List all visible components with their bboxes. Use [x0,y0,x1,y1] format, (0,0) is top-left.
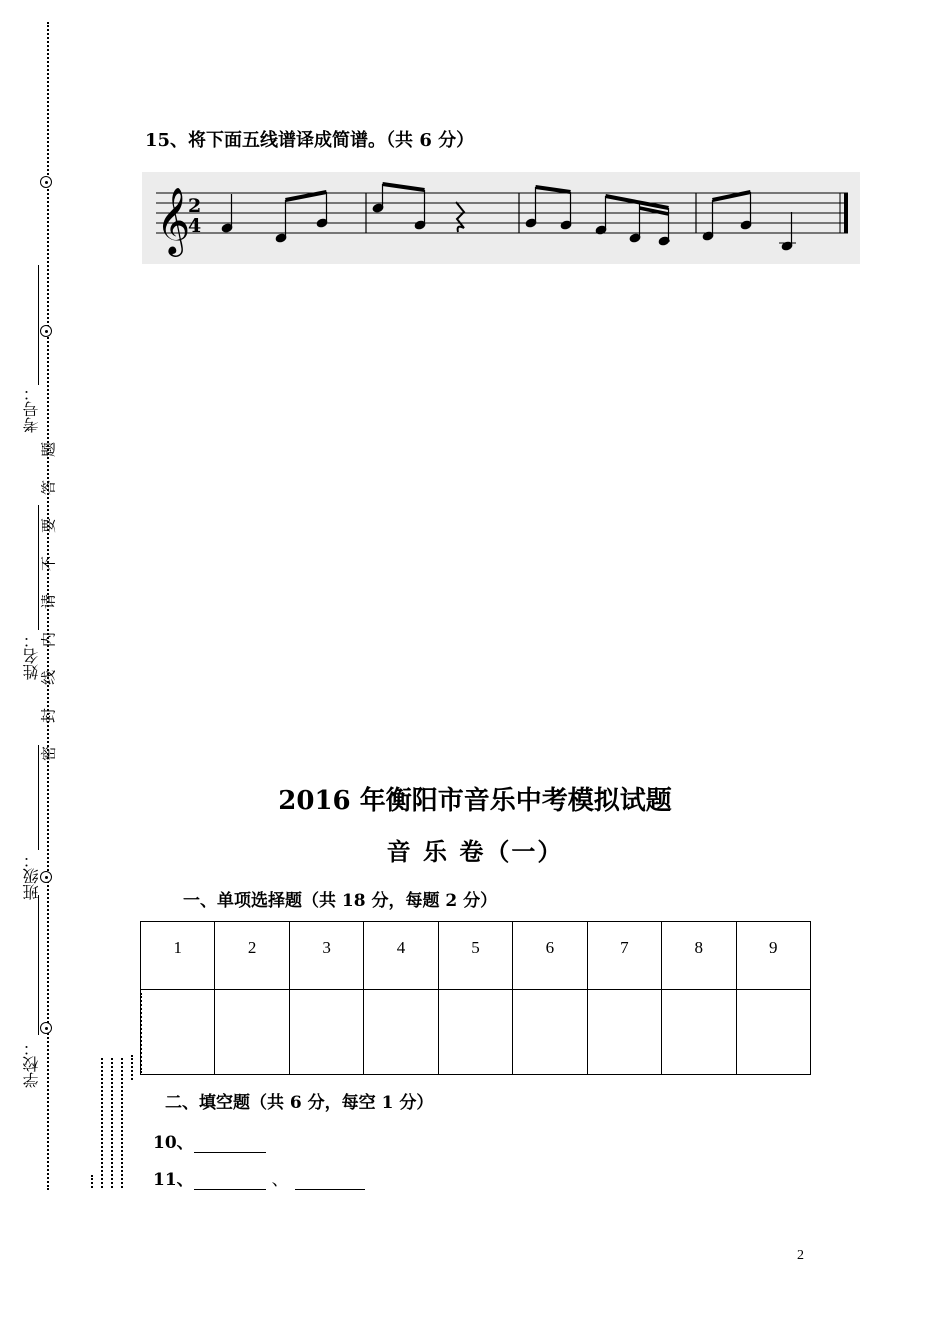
question-15-text: 15、将下面五线谱译成简谱。（共 6 分） [145,130,475,151]
seal-char: 答 [39,480,58,496]
question-number-cell: 7 [587,922,661,990]
blank-11b-input[interactable] [295,1171,365,1190]
school-field[interactable] [38,895,39,1035]
decor-dotted-line [140,993,142,1073]
decor-dotted-line [91,1175,93,1188]
table-row [141,922,811,990]
answer-cell[interactable] [215,990,289,1075]
section-2-heading: 二、填空题（共 6 分，每空 1 分） [165,1093,434,1113]
name-label: 姓名： [22,632,41,680]
seal-char: 线 [39,670,58,686]
question-number-cell: 4 [364,922,438,990]
answer-cell[interactable] [141,990,215,1075]
question-number-cell: 2 [215,922,289,990]
question-number-cell: 5 [438,922,512,990]
exam-number-label: 考号： [22,385,41,433]
seal-char: 题 [39,442,58,458]
question-number-cell: 1 [141,922,215,990]
answer-cell[interactable] [736,990,811,1075]
decor-dotted-line [121,1058,123,1188]
answer-cell[interactable] [364,990,438,1075]
class-label: 班级： [22,852,41,900]
page-number: 2 [797,1248,804,1263]
question-number-cell: 3 [289,922,363,990]
seal-char: 不 [39,556,58,572]
blank-10 [153,1128,266,1153]
answer-cell[interactable] [289,990,363,1075]
binding-circle-icon [40,176,52,188]
seal-char: 请 [39,594,58,610]
seal-char: 封 [39,708,58,724]
question-number-cell: 9 [736,922,811,990]
binding-circle-icon [40,1022,52,1034]
section-1-heading: 一、单项选择题（共 18 分，每题 2 分） [183,891,498,911]
decor-dotted-line [111,1058,113,1188]
exam-title: 2016 年衡阳市音乐中考模拟试题 [278,786,672,816]
exam-subtitle: 音 乐 卷（一） [386,837,564,866]
answer-cell[interactable] [587,990,661,1075]
table-row [141,990,811,1075]
binding-circle-icon [40,325,52,337]
question-number-cell: 8 [662,922,736,990]
seal-char: 密 [39,746,58,762]
blank-10-label: 10、 [153,1133,194,1153]
time-signature-bottom: 4 [188,215,202,237]
question-number-cell: 6 [513,922,587,990]
decor-dotted-line [131,1055,133,1080]
exam-number-field[interactable] [38,265,39,385]
time-signature-top: 2 [188,195,202,217]
music-staff [142,172,860,264]
treble-clef-icon: 𝄞 [156,186,191,254]
blank-11a-input[interactable] [194,1171,266,1190]
answer-table [140,921,811,1075]
blank-10-input[interactable] [194,1134,266,1153]
blank-separator: 、 [271,1170,289,1190]
answer-cell[interactable] [662,990,736,1075]
decor-dotted-line [101,1058,103,1188]
school-label: 学校： [22,1040,41,1088]
seal-char: 内 [39,632,58,648]
answer-cell[interactable] [513,990,587,1075]
answer-cell[interactable] [438,990,512,1075]
blank-11 [153,1165,365,1190]
seal-char: 要 [39,518,58,534]
blank-11-label: 11、 [153,1170,194,1190]
staff-notation-svg [142,172,860,264]
